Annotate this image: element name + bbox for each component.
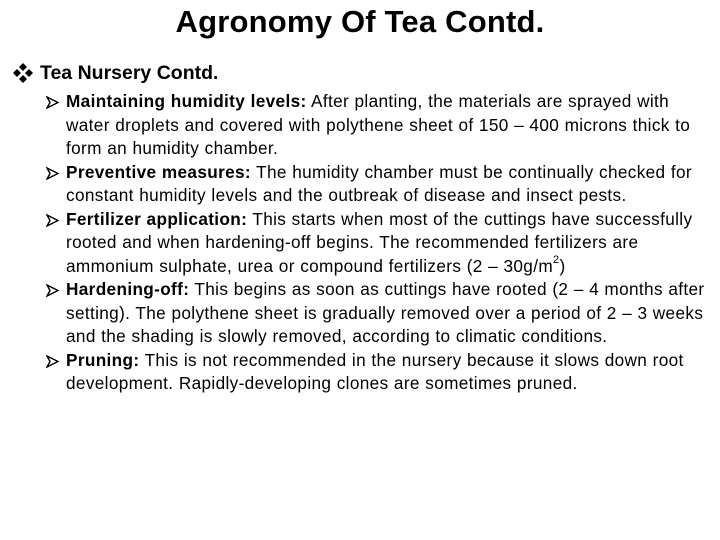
- item-term: Fertilizer application:: [66, 208, 248, 229]
- slide-title: Agronomy Of Tea Contd.: [175, 4, 545, 39]
- content-section: [12, 60, 712, 396]
- arrow-bullet-icon: [46, 355, 59, 368]
- arrow-bullet-icon: [46, 284, 59, 297]
- arrow-bullet-icon: [46, 214, 59, 227]
- item-term: Maintaining humidity levels:: [66, 91, 307, 111]
- arrow-bullet-icon: [46, 167, 59, 180]
- arrow-bullet-icon: [46, 96, 59, 109]
- item-text: The humidity chamber must be continually checked for constant humidity levels and the outbreak of disease and insect pests.: [66, 161, 693, 205]
- list-item: [12, 161, 712, 208]
- list-item: [12, 278, 712, 349]
- item-text-after: ): [559, 255, 566, 276]
- item-term: Hardening-off:: [66, 279, 190, 299]
- section-heading: [12, 60, 712, 86]
- section-heading-text: Tea Nursery Contd.: [40, 62, 219, 84]
- item-text: After planting, the materials are sprayed with water droplets and covered with polythene sheet of 150 – 400 microns thick to form an humidity chamber.: [66, 91, 691, 158]
- list-item: [12, 208, 712, 279]
- item-term: Pruning:: [66, 349, 140, 370]
- list-item: [12, 349, 712, 396]
- item-text: This begins as soon as cuttings have rooted (2 – 4 months after setting). The polythene sheet is gradually removed over a period of 2 – 3 weeks and the shading is slowly removed, according to climatic conditions.: [66, 279, 705, 346]
- bullet-list: [12, 90, 712, 396]
- item-term: Preventive measures:: [66, 161, 252, 182]
- item-text: This is not recommended in the nursery because it slows down root development. Rapidly-developing clones are sometimes pruned.: [66, 349, 684, 393]
- list-item: [12, 90, 712, 161]
- item-superscript: 2: [552, 253, 560, 266]
- diamond-cluster-icon: [12, 62, 34, 84]
- item-text: This starts when most of the cuttings have successfully rooted and when hardening-off begins. The recommended fertilizers are ammonium sulphate, urea or compound fertilizers (2 – 30g/m: [66, 208, 693, 276]
